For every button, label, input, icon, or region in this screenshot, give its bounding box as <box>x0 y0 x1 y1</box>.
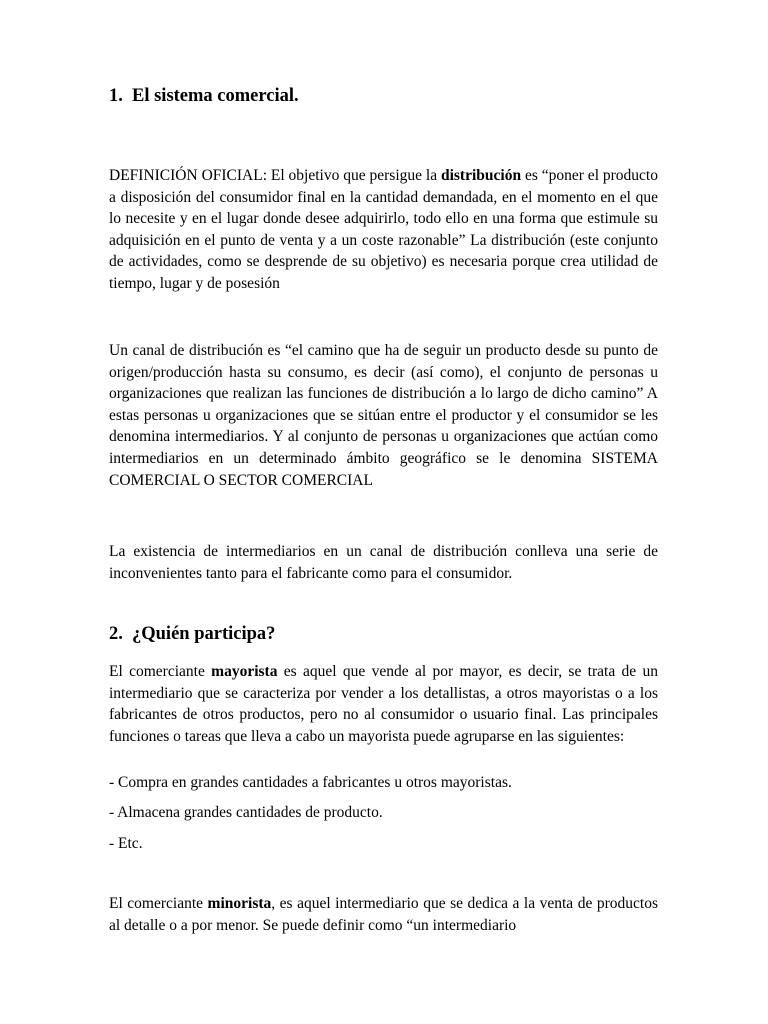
section-2-title: ¿Quién participa? <box>132 624 276 644</box>
list-item: - Compra en grandes cantidades a fabricantes u otros mayoristas. <box>109 774 512 791</box>
section-2-number: 2. <box>109 624 123 644</box>
minorista-paragraph <box>109 893 658 936</box>
canal-paragraph: Un canal de distribución es “el camino que ha de seguir un producto desde su punto de origen/producción hasta su consumo, es decir (así como), el conjunto de personas u organizaciones que realizan las funciones de distribución a lo largo de dicho camino” A estas personas u organizaciones que se sitúan entre el productor y el consumidor se les denomina intermediarios. Y al conjunto de personas u organizaciones que actúan como intermediarios en un determinado ámbito geográfico se le denomina SISTEMA COMERCIAL O SECTOR COMERCIAL <box>109 342 658 489</box>
minorista-text-b: , es aquel intermediario que se dedica a la venta de productos al detalle o a por menor. Se puede definir como “un intermediario <box>109 895 658 934</box>
minorista-bold-term: minorista <box>207 895 272 912</box>
minorista-text-a: El comerciante <box>109 895 208 912</box>
list-item: - Etc. <box>109 835 143 852</box>
section-1-heading <box>109 86 299 107</box>
section-2-heading <box>109 624 275 645</box>
definition-paragraph <box>109 165 658 295</box>
definition-text-b: es “poner el producto a disposición del consumidor final en la cantidad demandada, en el momento en el que lo necesite y en el lugar donde desee adquirirlo, todo ello en una forma que estimule su adquisición en el punto de venta y a un coste razonable” La distribución (este conjunto de actividades, como se desprende de su objetivo) es necesaria porque crea utilidad de tiempo, lugar y de posesión <box>109 167 658 292</box>
section-1-title: El sistema comercial. <box>132 86 299 106</box>
mayorista-bold-term: mayorista <box>211 663 278 680</box>
mayorista-paragraph <box>109 661 658 747</box>
section-1-number: 1. <box>109 86 123 106</box>
existencia-paragraph: La existencia de intermediarios en un canal de distribución conlleva una serie de inconvenientes tanto para el fabricante como para el consumidor. <box>109 543 658 582</box>
definition-text-a: El objetivo que persigue la <box>267 167 441 184</box>
list-item: - Almacena grandes cantidades de producto. <box>109 804 383 821</box>
mayorista-text-b: es aquel que vende al por mayor, es decir, se trata de un intermediario que se caracteriza por vender a los detallistas, a otros mayoristas o a los fabricantes de otros productos, pero no al consumidor o usuario final. Las principales funciones o tareas que lleva a cabo un mayorista puede agruparse en las siguientes: <box>109 663 658 745</box>
definition-label: DEFINICIÓN OFICIAL: <box>109 167 268 184</box>
mayorista-text-a: El comerciante <box>109 663 212 680</box>
definition-bold-term: distribución <box>440 167 522 184</box>
